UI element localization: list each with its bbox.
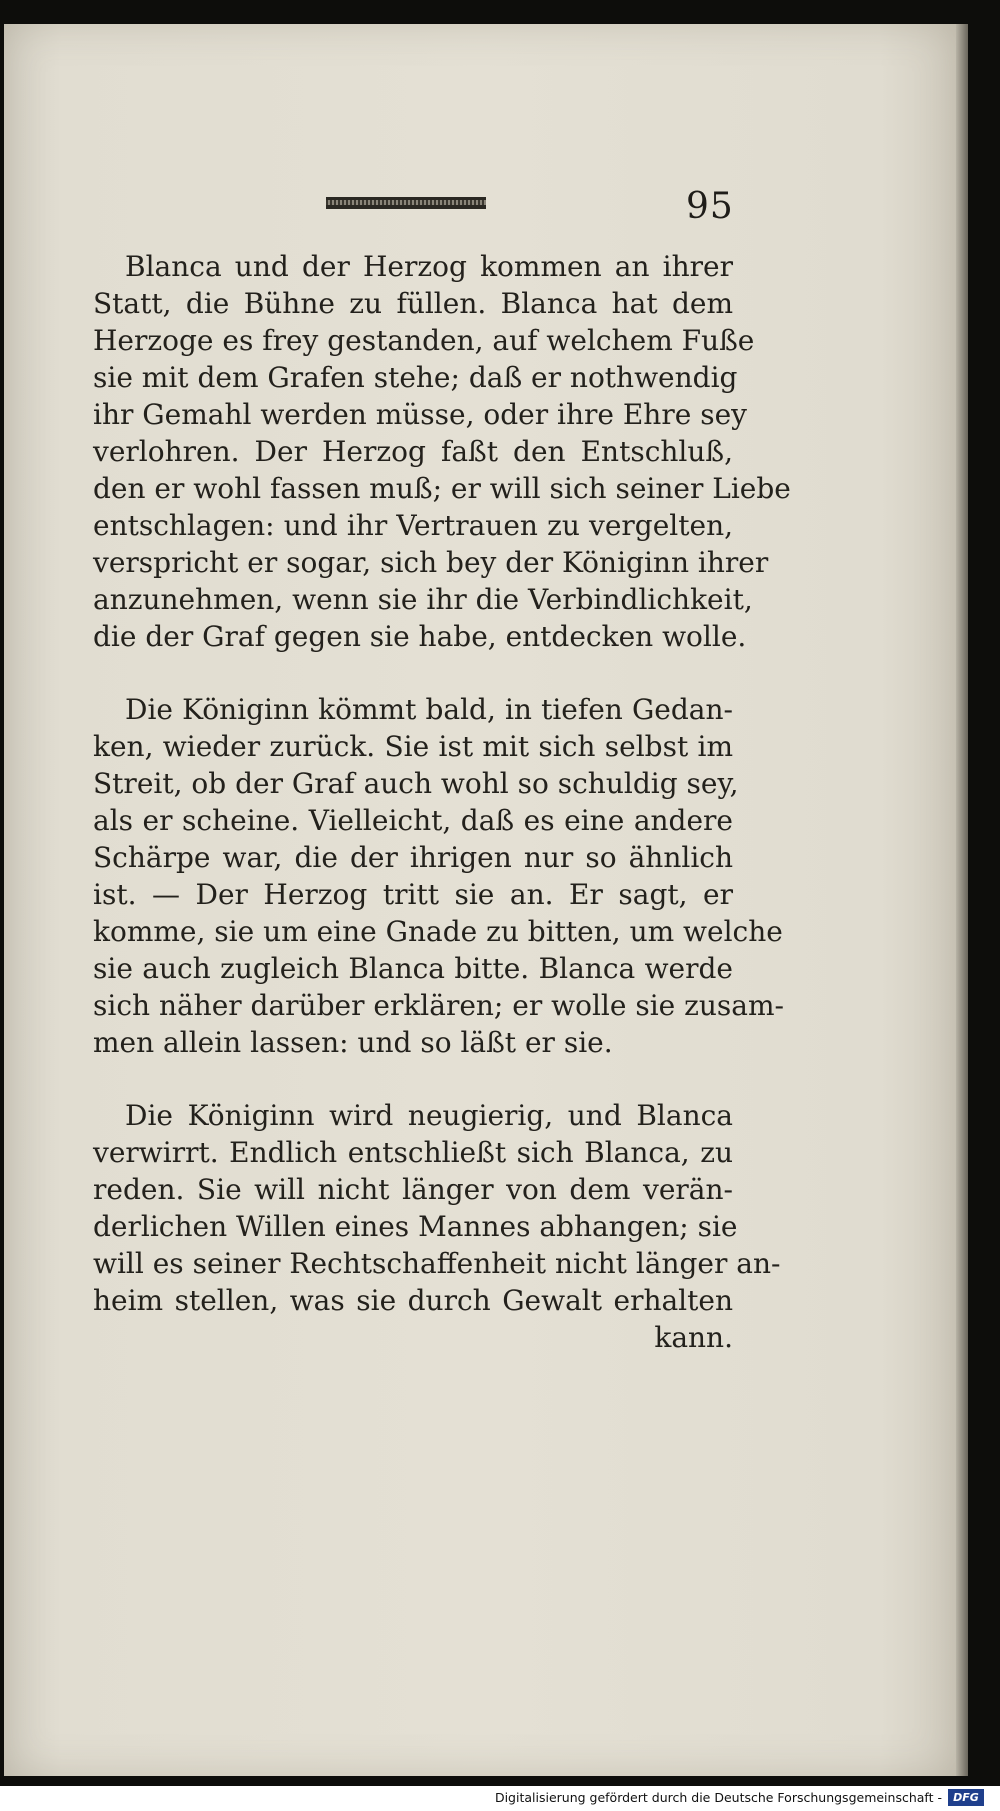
text-line: sie auch zugleich Blanca bitte. Blanca werde [93,952,733,985]
text-line: Blanca und der Herzog kommen an ihrer [125,250,733,283]
text-line: den er wohl fassen muß; er will sich seiner Liebe [93,472,791,505]
digitization-footer [0,1786,1000,1811]
text-line: reden. Sie will nicht länger von dem verän- [93,1173,733,1206]
text-line: verlohren. Der Herzog faßt den Entschluß, [93,435,733,468]
text-line: entschlagen: und ihr Vertrauen zu vergelten, [93,509,733,542]
text-line: die der Graf gegen sie habe, entdecken wolle. [93,620,747,653]
footer-credit: Digitalisierung gefördert durch die Deutsche Forschungsgemeinschaft - [494,1790,942,1805]
text-line: Schärpe war, die der ihrigen nur so ähnlich [93,841,733,874]
text-line: ken, wieder zurück. Sie ist mit sich selbst im [93,730,733,763]
text-line: ihr Gemahl werden müsse, oder ihre Ehre sey [93,398,747,431]
text-line: men allein lassen: und so läßt er sie. [93,1026,613,1059]
catchword: kann. [654,1321,733,1354]
text-line: derlichen Willen eines Mannes abhangen; sie [93,1210,738,1243]
paragraph-1 [93,248,791,655]
page-edge-shadow [956,24,968,1776]
text-line: verspricht er sogar, sich bey der Königinn ihrer [93,546,769,579]
paragraph-3 [93,1097,781,1356]
text-line: Statt, die Bühne zu füllen. Blanca hat dem [93,287,733,320]
text-line: sich näher darüber erklären; er wolle sie zusam- [93,989,784,1022]
dfg-logo-icon: DFG [948,1789,984,1806]
header-ornament-rule [326,197,486,209]
text-line: Streit, ob der Graf auch wohl so schuldig sey, [93,767,739,800]
text-line: Die Königinn wird neugierig, und Blanca [125,1099,733,1132]
body-text [93,248,791,1356]
text-line: ist. — Der Herzog tritt sie an. Er sagt, er [93,878,733,911]
paragraph-2 [93,691,784,1061]
text-line: will es seiner Rechtschaffenheit nicht länger an- [93,1247,781,1280]
text-line: komme, sie um eine Gnade zu bitten, um welche [93,915,783,948]
text-line: Herzoge es frey gestanden, auf welchem Fuße [93,324,755,357]
page-number: 95 [686,186,734,227]
text-line: sie mit dem Grafen stehe; daß er nothwendig [93,361,738,394]
text-line: Die Königinn kömmt bald, in tiefen Gedan- [125,693,733,726]
text-line: verwirrt. Endlich entschließt sich Blanca, zu [93,1136,733,1169]
text-line: anzunehmen, wenn sie ihr die Verbindlichkeit, [93,583,753,616]
text-line: heim stellen, was sie durch Gewalt erhalten [93,1284,733,1317]
text-line: als er scheine. Vielleicht, daß es eine andere [93,804,733,837]
